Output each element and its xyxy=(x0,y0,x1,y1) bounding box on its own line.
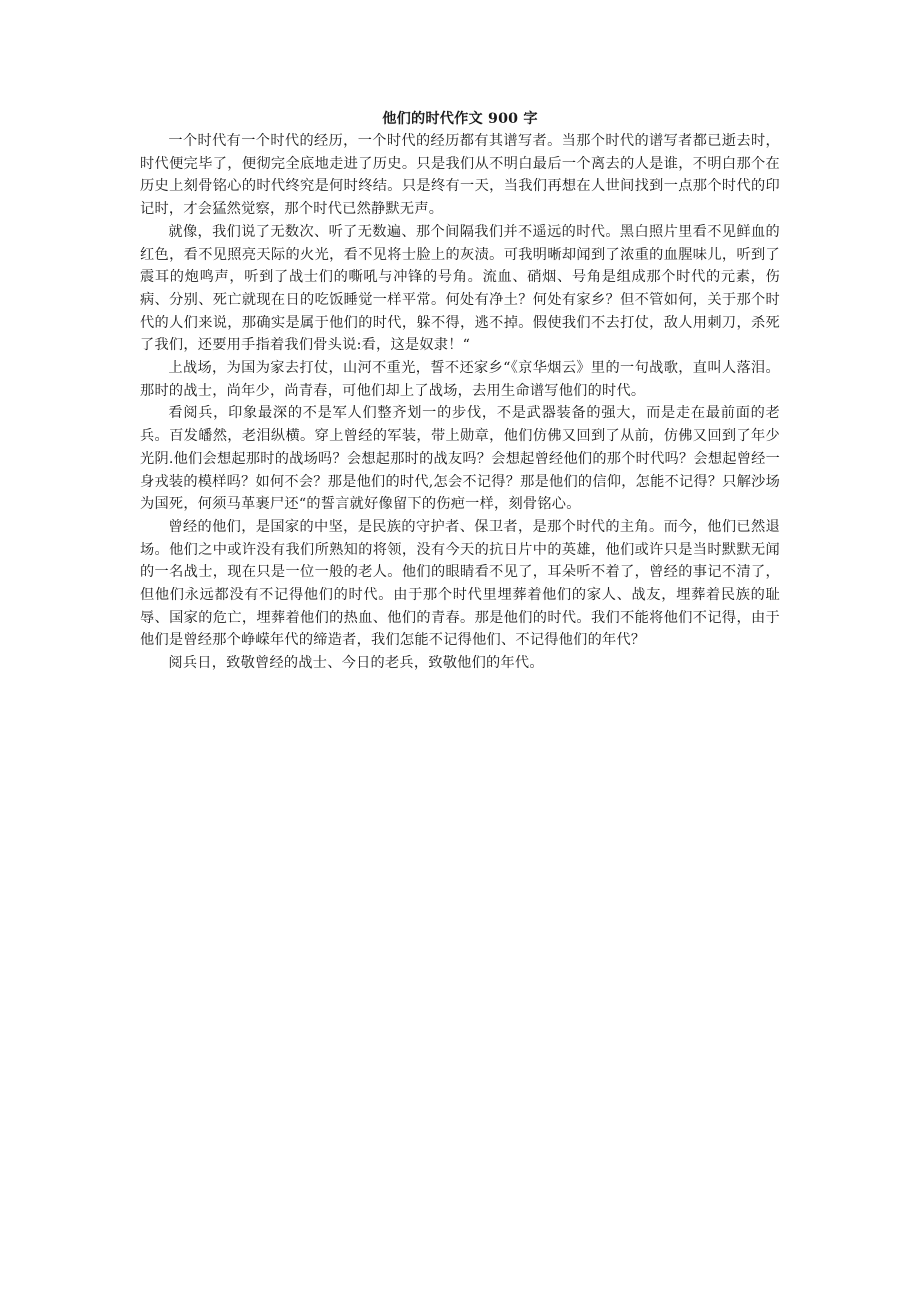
document-title: 他们的时代作文 900 字 xyxy=(382,111,538,127)
document-page xyxy=(140,108,780,675)
paragraph-2: 就像，我们说了无数次、听了无数遍、那个间隔我们并不遥远的时代。黑白照片里看不见鲜血的红色，看不见照亮天际的火光，看不见将士脸上的灰渍。可我明晰却闻到了浓重的血腥味儿，听到了震耳的炮鸣声，听到了战士们的嘶吼与冲锋的号角。流血、硝烟、号角是组成那个时代的元素，伤病、分别、死亡就现在日的吃饭睡觉一样平常。何处有净土？何处有家乡？但不管如何，关于那个时代的人们来说，那确实是属于他们的时代，躲不得，逃不掉。假使我们不去打仗，敌人用刺刀，杀死了我们，还要用手指着我们骨头说:看，这是奴隶！“ xyxy=(140,223,780,354)
paragraph-3: 上战场，为国为家去打仗，山河不重光，誓不还家乡“《京华烟云》里的一句战歌，直叫人落泪。那时的战士，尚年少，尚青春，可他们却上了战场，去用生命谱写他们的时代。 xyxy=(140,360,780,399)
paragraph-6: 阅兵日，致敬曾经的战士、今日的老兵，致敬他们的年代。 xyxy=(168,655,544,672)
paragraph-5: 曾经的他们，是国家的中坚，是民族的守护者、保卫者，是那个时代的主角。而今，他们已然退场。他们之中或许没有我们所熟知的将领，没有今天的抗日片中的英雄，他们或许只是当时默默无闻的一名战士，现在只是一位一般的老人。他们的眼睛看不见了，耳朵听不着了，曾经的事记不清了，但他们永远都没有不记得他们的时代。由于那个时代里埋葬着他们的家人、战友，埋葬着民族的耻辱、国家的危亡，埋葬着他们的热血、他们的青春。那是他们的时代。我们不能将他们不记得，由于他们是曾经那个峥嵘年代的缔造者，我们怎能不记得他们、不记得他们的年代？ xyxy=(140,518,780,649)
paragraph-4: 看阅兵，印象最深的不是军人们整齐划一的步伐，不是武器装备的强大，而是走在最前面的老兵。百发皤然，老泪纵横。穿上曾经的军装，带上勋章，他们仿佛又回到了从前，仿佛又回到了年少光阴.他们会想起那时的战场吗？会想起那时的战友吗？会想起曾经他们的那个时代吗？会想起曾经一身戎装的模样吗？如何不会？那是他们的时代,怎会不记得？那是他们的信仰，怎能不记得？只解沙场为国死，何须马革裹尸还“的誓言就好像留下的伤疤一样，刻骨铭心。 xyxy=(140,405,781,513)
paragraph-1: 一个时代有一个时代的经历，一个时代的经历都有其谱写者。当那个时代的谱写者都已逝去时，时代便完毕了，便彻完全底地走进了历史。只是我们从不明白最后一个离去的人是谁，不明白那个在历史上刻骨铭心的时代终究是何时终结。只是终有一天，当我们再想在人世间找到一点那个时代的印记时，才会猛然觉察，那个时代已然静默无声。 xyxy=(140,133,780,218)
